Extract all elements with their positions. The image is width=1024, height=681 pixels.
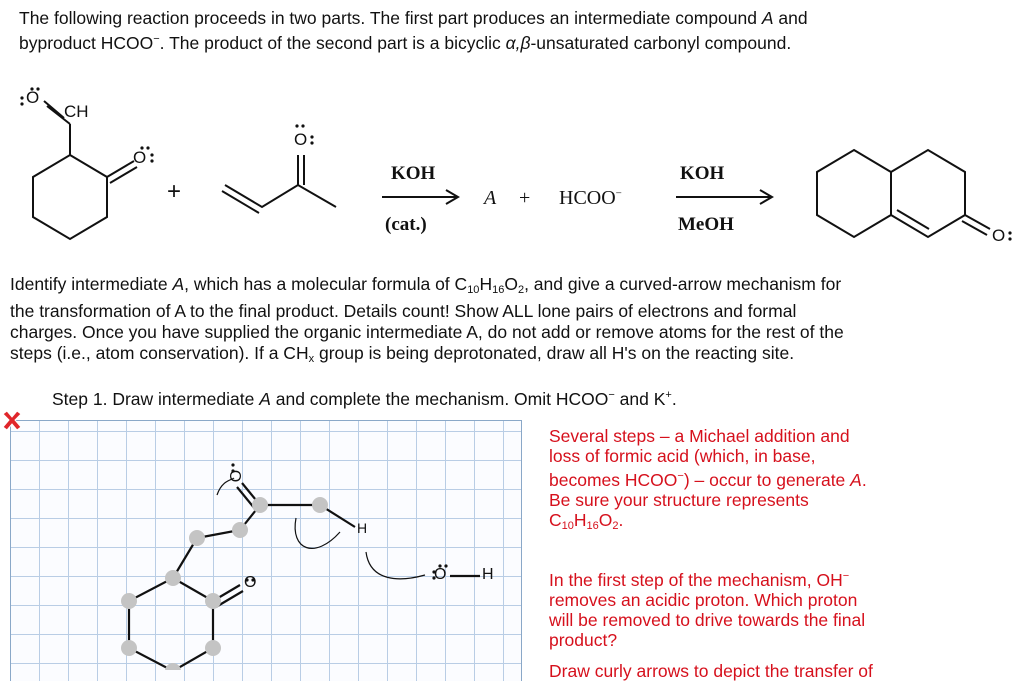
- canvas-chain: [197, 505, 355, 538]
- hint-2: In the first step of the mechanism, OH− removes an acidic proton. Which proton will be removed to drive towards the final product?: [549, 569, 866, 650]
- plus-sign-2: +: [519, 187, 531, 209]
- atom-markers: [121, 497, 328, 670]
- product-co: [965, 215, 990, 229]
- reagent2-top: KOH: [680, 163, 725, 184]
- bond-ketone-double: [110, 167, 137, 183]
- bond-ketone: [107, 161, 134, 177]
- product-co2: [962, 221, 987, 235]
- atom-o-product: O: [992, 226, 1006, 245]
- canvas-atom-h2[interactable]: H: [482, 566, 494, 583]
- byproduct-label: HCOO−: [559, 187, 622, 209]
- question-text: Identify intermediate A, which has a molecular formula of $C_{10}H_{16}O_2$, and give a curved-arrow mechanism for the transformation of A to the final product. Details count! Show ALL lone pairs of electrons and formal charges. Once you have supplied the organic intermediate A, do not add or remove atoms for the rest of the steps (i.e., atom conservation). If a $CH_x$ group is being deprotonated, draw all H's on the reacting site.: [10, 274, 844, 365]
- product-double: [897, 210, 929, 229]
- intermediate-label: A: [484, 187, 497, 209]
- intro-text: The following reaction proceeds in two parts. The first part produces an intermediate compound A and byproduct HCOO−. The product of the second part is a bicyclic α,β-unsaturated carbonyl compound.: [19, 8, 808, 53]
- curved-arrow-3: [366, 552, 425, 579]
- product-ring-left: [817, 150, 891, 237]
- hint-3: Draw curly arrows to depict the transfer of: [549, 661, 873, 681]
- hint-1: Several steps – a Michael addition and loss of formic acid (which, in base, becomes HCOO−) – occur to generate A. Be sure your structure represents $C_{10}H_{16}O_2$.: [549, 426, 867, 532]
- bond-cho-double: [44, 101, 64, 118]
- atom-o-mvk: O: [294, 130, 308, 149]
- canvas-atom-h1[interactable]: H: [357, 520, 368, 536]
- atom-ch: CH: [64, 102, 89, 121]
- reagent2-bottom: MeOH: [678, 214, 734, 235]
- canvas-atom-o-top[interactable]: O: [228, 469, 246, 483]
- product-ring-right: [891, 150, 965, 237]
- ring-reactant1: [33, 155, 107, 239]
- canvas-atom-o-hydroxide[interactable]: O: [434, 566, 447, 583]
- atom-o-ketone: O: [133, 148, 147, 167]
- canvas-ring: [129, 578, 213, 670]
- mechanism-drawing[interactable]: [10, 420, 520, 670]
- reagent1-bottom: (cat.): [385, 214, 427, 235]
- plus-sign: +: [167, 178, 182, 205]
- step-heading: Step 1. Draw intermediate A and complete the mechanism. Omit HCOO− and K+.: [52, 389, 677, 409]
- curved-arrow-2: [295, 518, 340, 548]
- lone-pairs: [20, 87, 1011, 240]
- reagent1-top: KOH: [391, 163, 436, 184]
- reaction-scheme: [0, 80, 1024, 260]
- canvas-atom-o-ketone[interactable]: O: [244, 574, 257, 591]
- atom-o-cho: O: [26, 88, 40, 107]
